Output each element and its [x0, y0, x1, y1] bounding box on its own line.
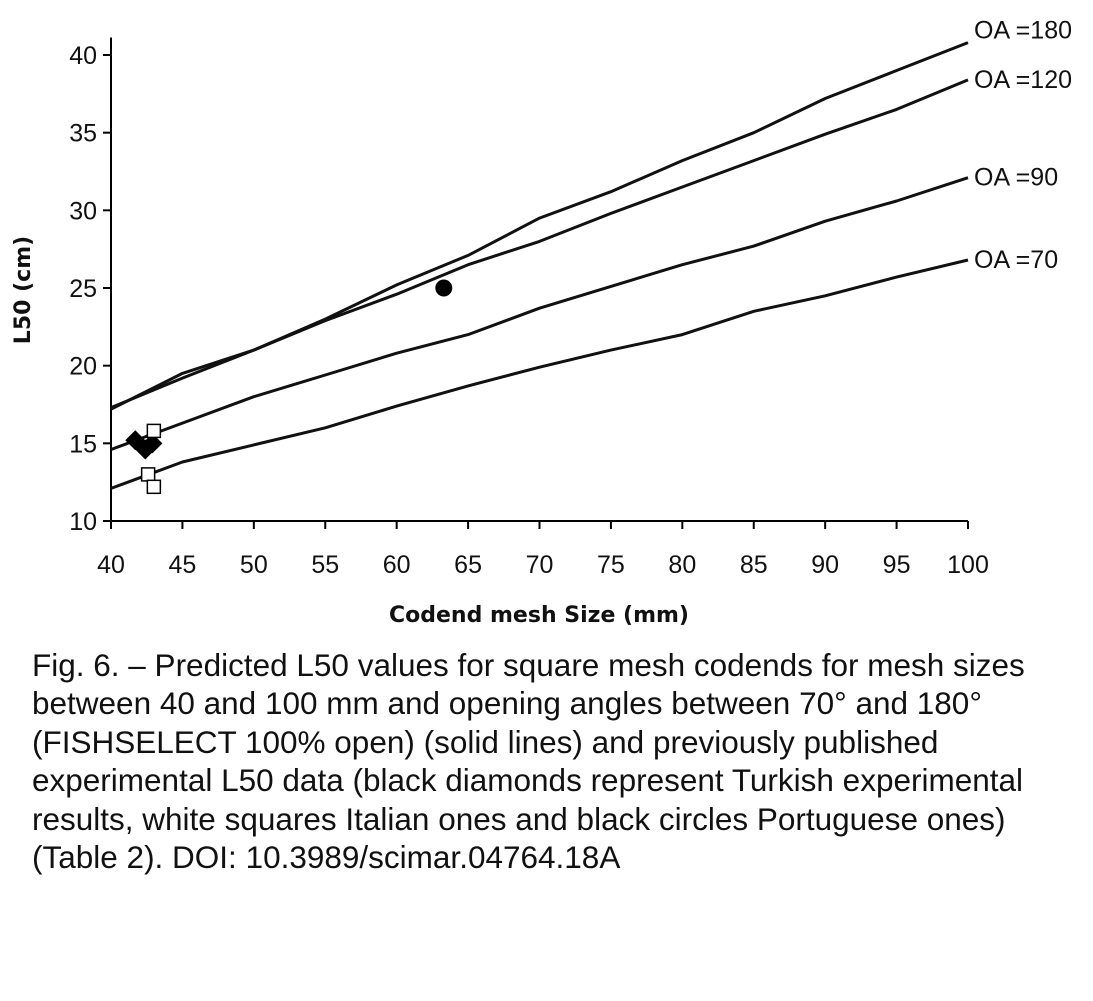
y-tick-label: 30: [69, 197, 97, 226]
square-marker: [142, 468, 155, 481]
y-tick-label: 25: [69, 275, 97, 303]
square-marker: [147, 424, 160, 437]
x-tick-label: 100: [947, 551, 989, 579]
circle-marker: [435, 280, 452, 297]
y-tick-label: 40: [69, 42, 97, 70]
y-tick-label: 35: [69, 119, 97, 148]
x-tick-label: 70: [525, 551, 554, 579]
x-tick-label: 95: [882, 551, 911, 579]
series-line-oa-120: [111, 80, 968, 409]
square-marker: [147, 480, 160, 493]
y-axis-title: L50 (cm): [11, 235, 36, 345]
series-label-oa-70: OA =70: [974, 246, 1059, 275]
x-tick-label: 40: [97, 551, 125, 579]
x-tick-label: 80: [668, 551, 697, 579]
y-tick-label: 10: [69, 508, 97, 536]
y-tick-label: 15: [69, 430, 97, 459]
x-tick-label: 85: [739, 551, 768, 579]
x-tick-label: 65: [454, 551, 482, 579]
y-tick-label: 20: [69, 352, 97, 381]
x-tick-label: 90: [811, 551, 840, 579]
series-line-oa-180: [111, 43, 968, 408]
x-tick-label: 60: [382, 551, 411, 579]
x-tick-label: 45: [168, 551, 197, 579]
figure-caption: Fig. 6. – Predicted L50 values for square mesh codends for mesh sizes between 40 and 100 mm and opening angles between 70° and 180° (FISHSELECT 100% open) (solid lines) and previously published experimental L50 data (black diamonds represent Turkish experimental results, white squares Italian ones and black circles Portuguese ones) (Table 2). DOI: 10.3989/scimar.04764.18A: [32, 647, 1025, 876]
series-label-oa-90: OA =90: [974, 163, 1059, 192]
series-label-oa-120: OA =120: [974, 65, 1072, 94]
x-axis-title: Codend mesh Size (mm): [389, 603, 689, 628]
x-tick-label: 75: [597, 551, 625, 579]
x-tick-label: 50: [239, 551, 268, 579]
series-line-oa-70: [111, 260, 968, 488]
x-tick-label: 55: [311, 551, 340, 579]
series-label-oa-180: OA =180: [974, 16, 1072, 45]
plot-area: [69, 17, 1072, 579]
